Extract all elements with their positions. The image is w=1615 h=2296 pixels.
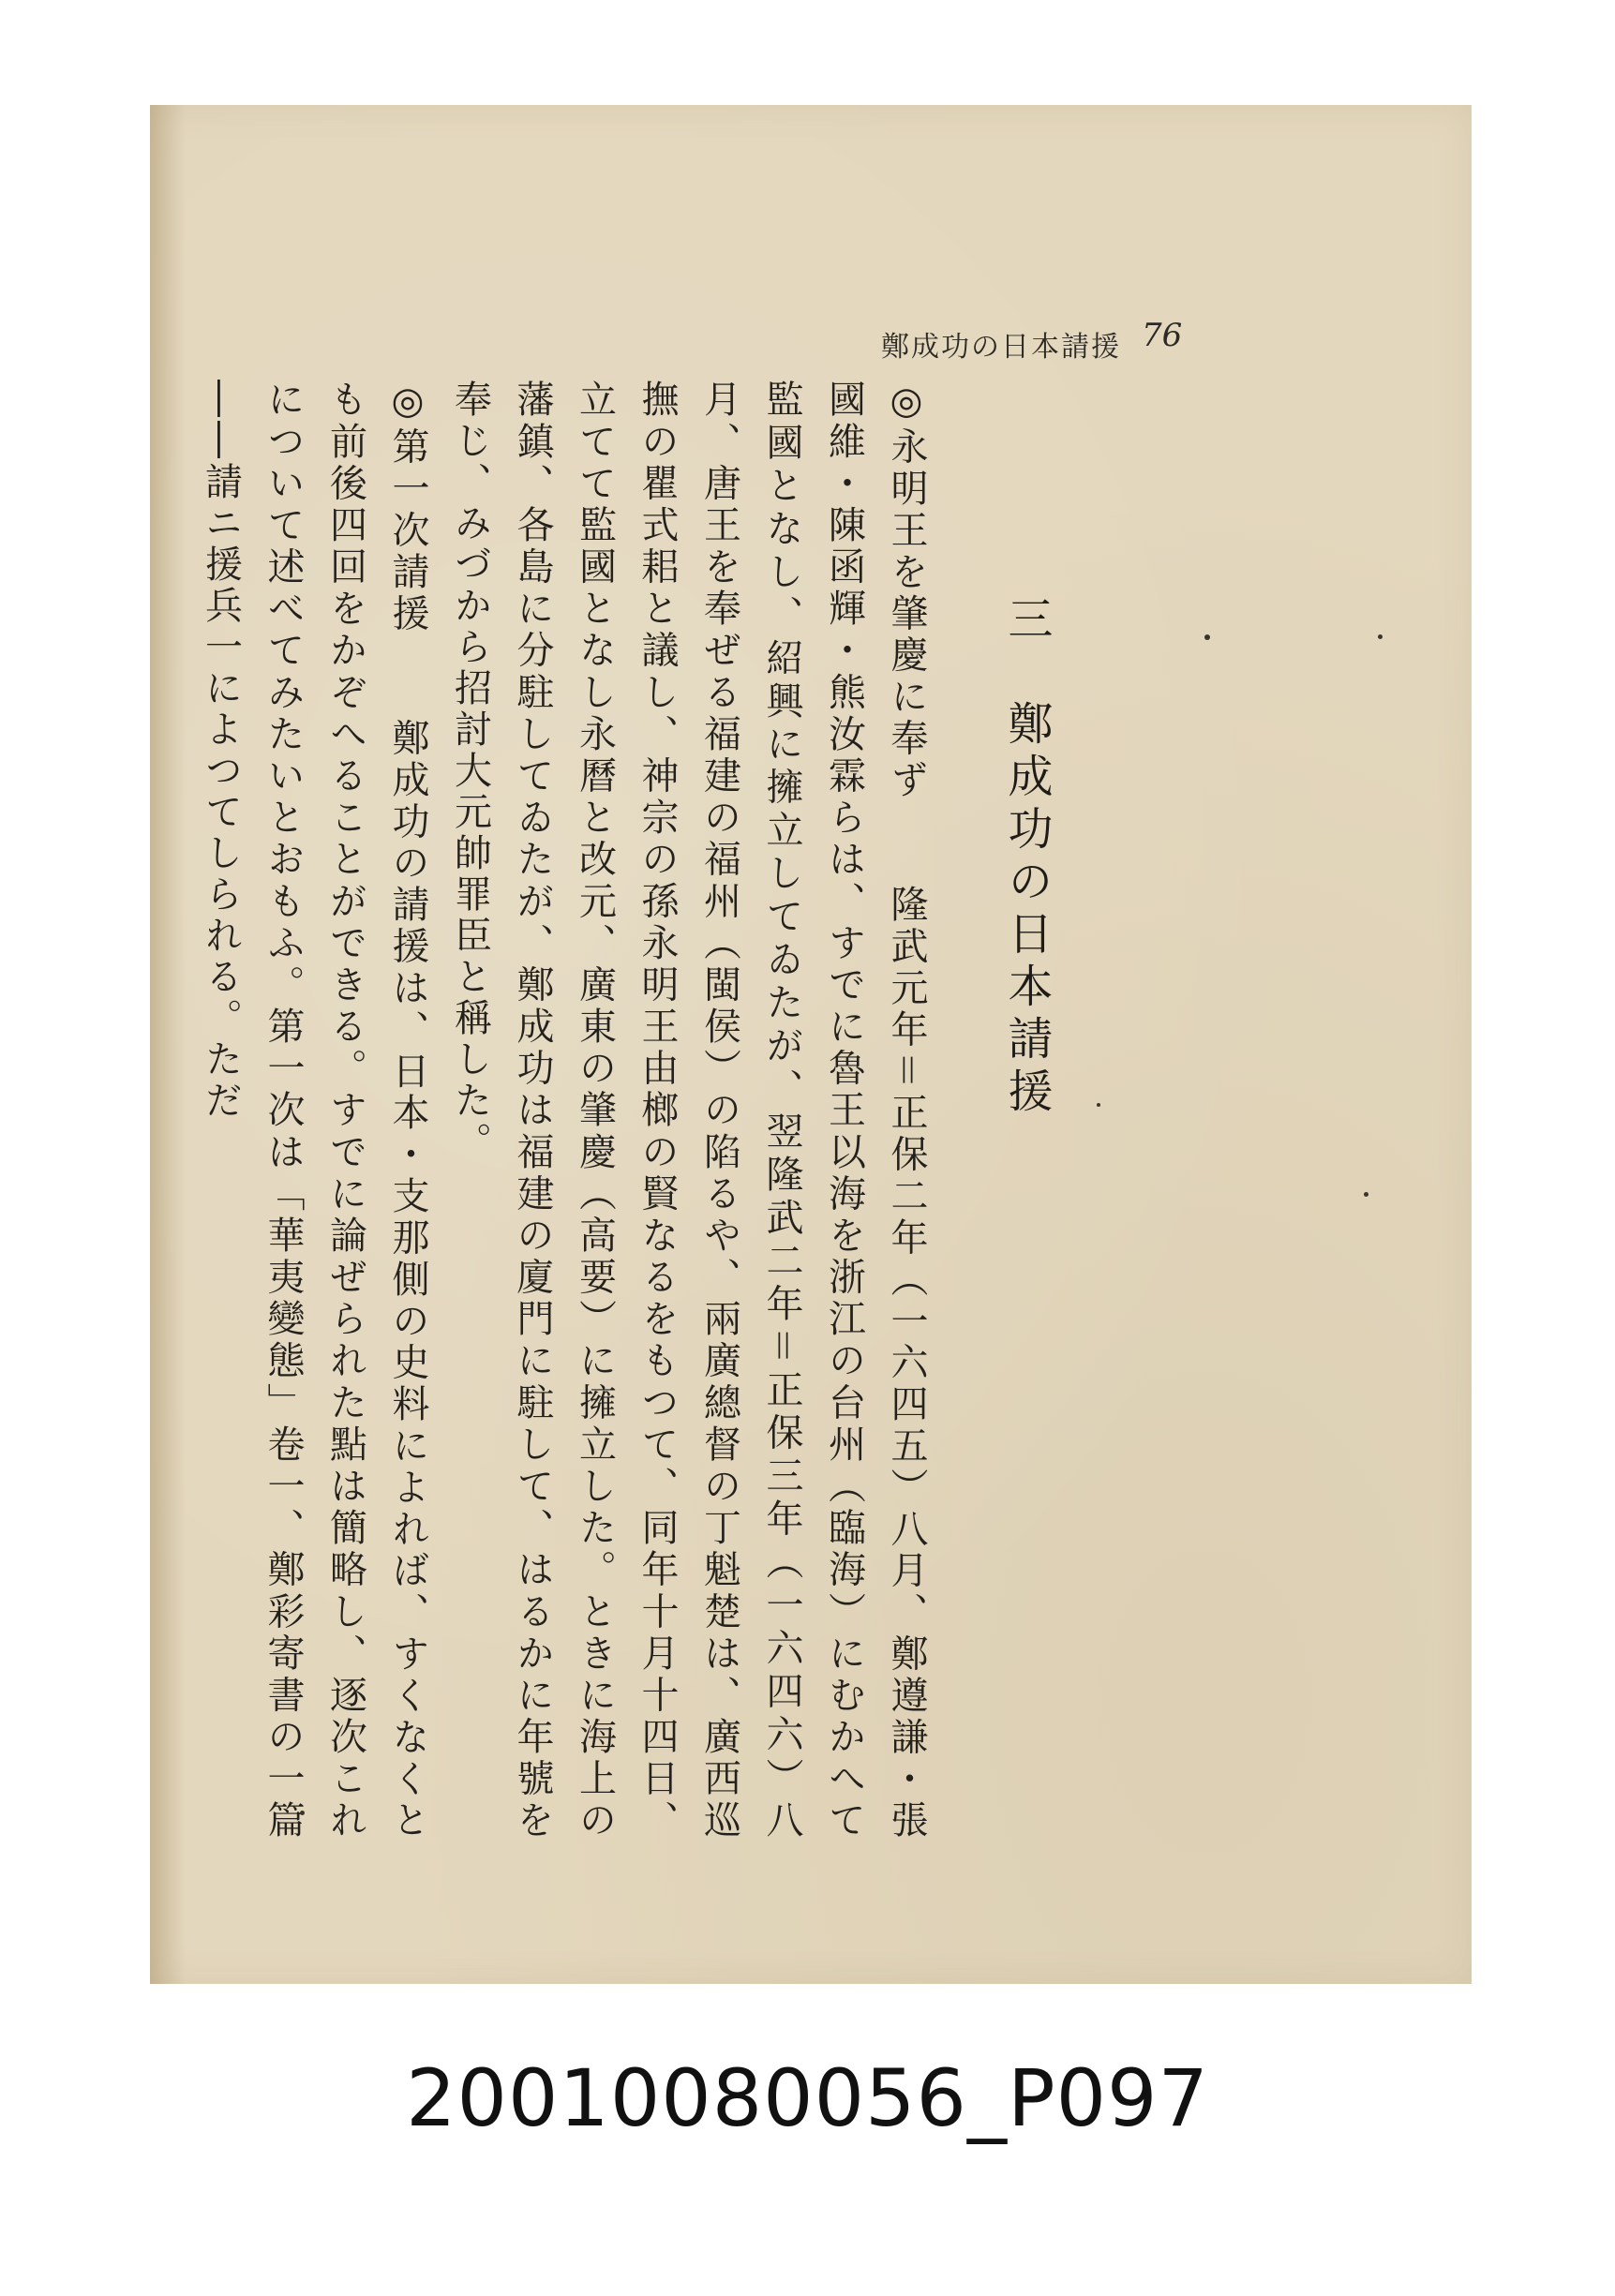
paper-speck — [1364, 1192, 1368, 1197]
running-head: 鄭成功の日本請援 — [881, 331, 1121, 364]
vertical-text-body — [199, 380, 1115, 1842]
paper-speck — [1204, 634, 1210, 640]
paper-speck — [1378, 634, 1383, 639]
paragraph-first-request: ◎第一次請援 鄭成功の請援は、日本・支那側の史料によれば、すくなくとも前後四回をかぞへることができる。すでに論ぜられた點は簡略し、逐次これについて述べてみたいとおもふ。第一次は「華夷變態」卷一、鄭彩寄書の一篇――請ニ援兵一によつてしられる。ただ — [199, 380, 429, 1842]
image-id-label: 20010080056_P097 — [406, 2052, 1209, 2144]
paragraph-eiminou: ◎永明王を肇慶に奉ず 隆武元年＝正保二年（一六四五）八月、鄭遵謙・張國維・陳函輝・熊汝霖らは、すでに魯王以海を浙江の台州（臨海）にむかへて監國となし、紹興に擁立してゐたが、翌隆武二年＝正保三年（一六四六）八月、唐王を奉ぜる福建の福州（閩侯）の陷るや、兩廣總督の丁魁楚は、廣西巡撫の瞿式耜と議し、神宗の孫永明王由榔の賢なるをもつて、同年十月十四日、立てて監國となし永曆と改元、廣東の肇慶（高要）に擁立した。ときに海上の藩鎮、各島に分駐してゐたが、鄭成功は福建の廈門に駐して、はるかに年號を奉じ、みづから招討大元帥罪臣と稱した。 — [448, 380, 928, 1842]
chapter-title: 三 鄭成功の日本請援 — [1000, 595, 1053, 1120]
page-number: 76 — [1142, 317, 1183, 354]
binding-shadow — [150, 105, 186, 1984]
